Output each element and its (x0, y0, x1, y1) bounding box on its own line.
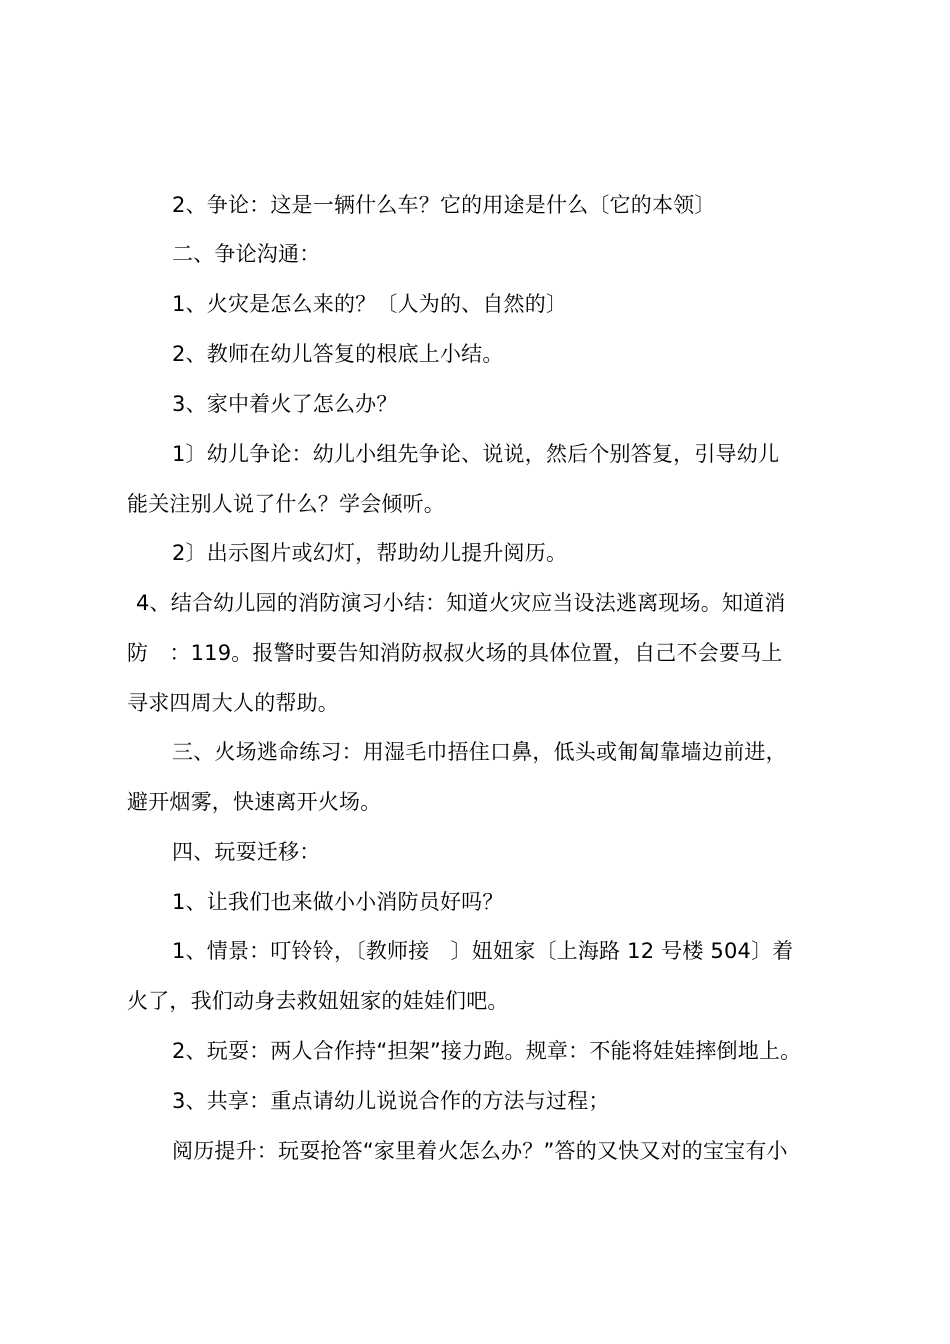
section-heading: 四、玩耍迁移： (172, 840, 321, 864)
paragraph-line: 防 ：119。报警时要告知消防叔叔火场的具体位置，自己不会要马上 (127, 641, 783, 665)
paragraph-line: 能关注别人说了什么？学会倾听。 (127, 492, 445, 516)
paragraph-line: 3、共享：重点请幼儿说说合作的方法与过程； (172, 1089, 610, 1113)
section-heading: 三、火场逃命练习：用湿毛巾捂住口鼻，低头或匍匐靠墙边前进， (172, 740, 787, 764)
paragraph-line: 火了，我们动身去救妞妞家的娃娃们吧。 (127, 989, 509, 1013)
paragraph-line: 2、玩耍：两人合作持“担架”接力跑。规章：不能将娃娃摔倒地上。 (172, 1039, 802, 1063)
paragraph-line: 1、让我们也来做小小消防员好吗？ (172, 890, 504, 914)
paragraph-line: 避开烟雾，快速离开火场。 (127, 790, 382, 814)
section-heading: 二、争论沟通： (172, 242, 321, 266)
paragraph-line: 1、情景：叮铃铃，〔教师接 〕妞妞家〔上海路 12 号楼 504〕着 (172, 939, 794, 963)
paragraph-line: 1、火灾是怎么来的？〔人为的、自然的〕 (172, 292, 568, 316)
paragraph-line: 2、教师在幼儿答复的根底上小结。 (172, 342, 504, 366)
paragraph-line: 寻求四周大人的帮助。 (127, 691, 339, 715)
paragraph-line: 4、结合幼儿园的消防演习小结：知道火灾应当设法逃离现场。知道消 (136, 591, 786, 615)
paragraph-line: 2、争论：这是一辆什么车？它的用途是什么〔它的本领〕 (172, 193, 716, 217)
paragraph-line: 阅历提升：玩耍抢答“家里着火怎么办？”答的又快又对的宝宝有小 (172, 1139, 788, 1163)
paragraph-line: 3、家中着火了怎么办？ (172, 392, 398, 416)
paragraph-line: 1〕幼儿争论：幼儿小组先争论、说说，然后个别答复，引导幼儿 (172, 442, 780, 466)
paragraph-line: 2〕出示图片或幻灯，帮助幼儿提升阅历。 (172, 541, 568, 565)
